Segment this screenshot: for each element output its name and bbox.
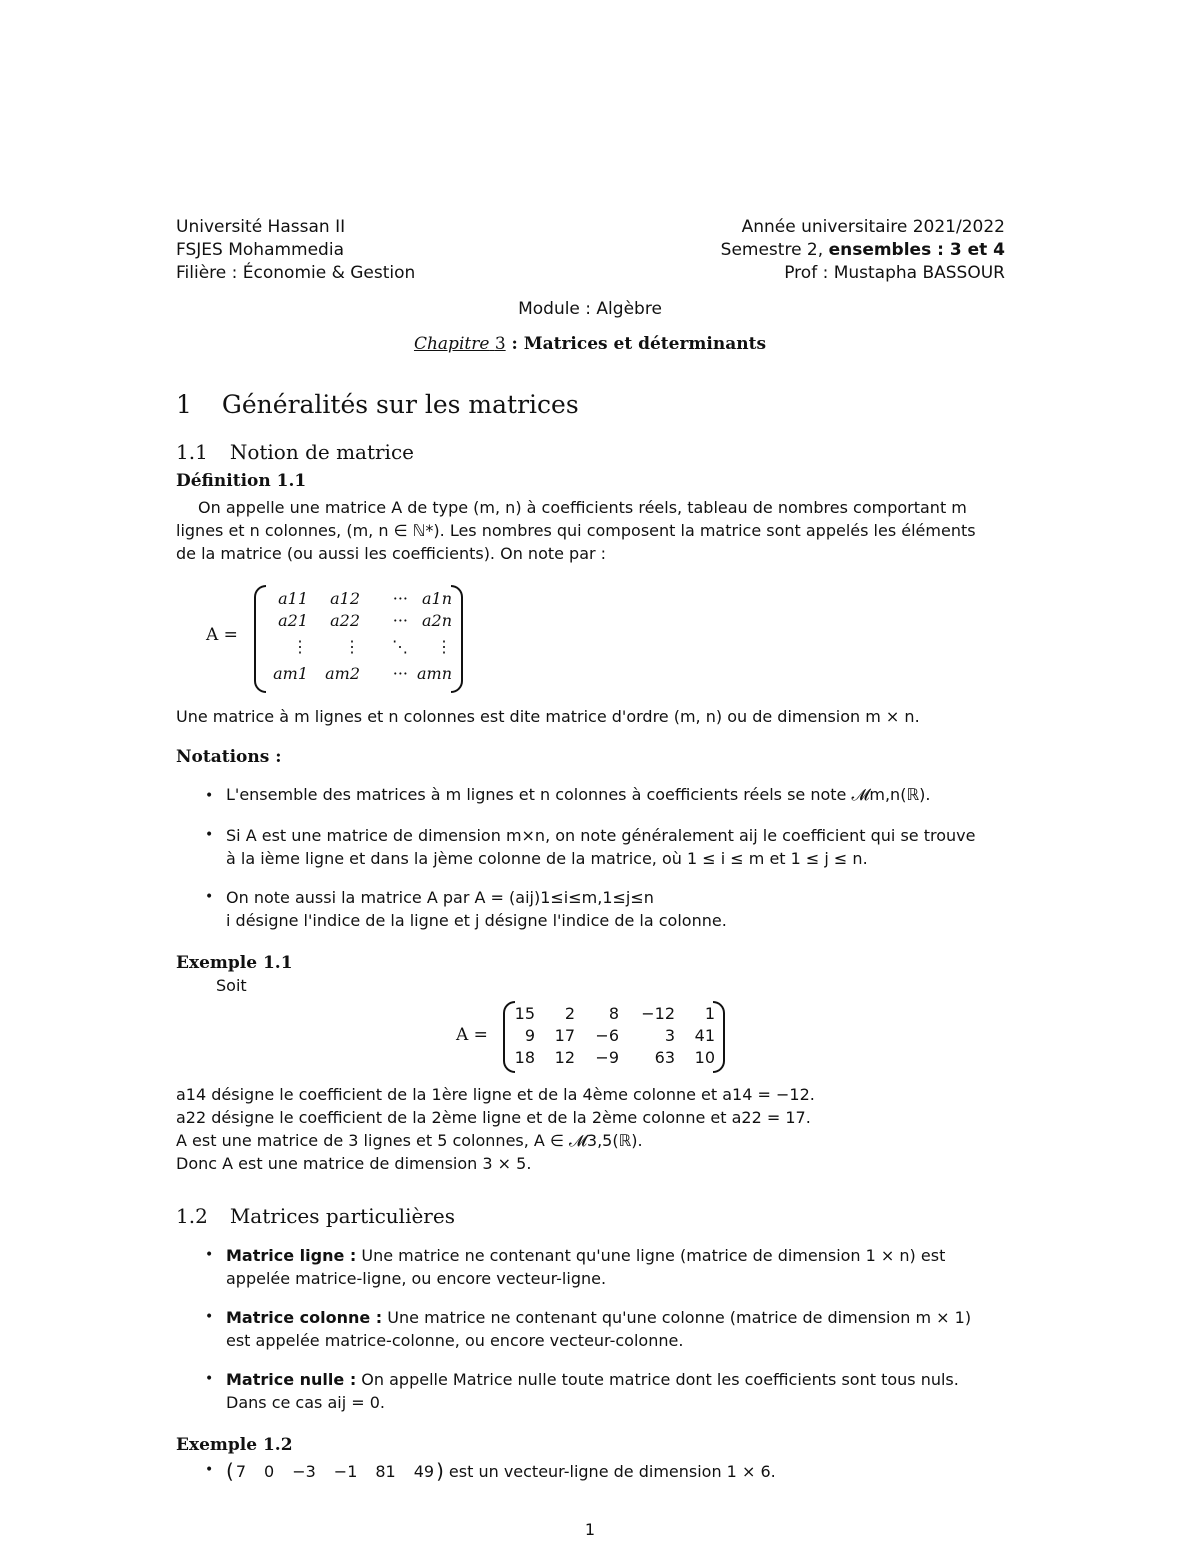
notation-item-1: L'ensemble des matrices à m lignes et n colonnes à coefficients réels se note 𝓜m,n(ℝ). bbox=[226, 785, 931, 804]
vector-entry: 81 bbox=[375, 1461, 396, 1481]
vector-entry: −1 bbox=[333, 1461, 358, 1481]
notation-item-3: On note aussi la matrice A par A = (aij)1≤i≤m,1≤j≤n i désigne l'indice de la ligne et j désigne l'indice de la colonne. bbox=[226, 888, 727, 930]
program-name: Filière : Économie & Gestion bbox=[176, 263, 416, 283]
matrix-cell: −9 bbox=[595, 1047, 619, 1067]
matrix-cell: a2n bbox=[421, 610, 452, 630]
matrix-cell: 63 bbox=[654, 1047, 675, 1067]
definition-body: On appelle une matrice A de type (m, n) à coefficients réels, tableau de nombres comportant m lignes et n colonnes, (m, n ∈ ℕ*). Les nombres qui composent la matrice sont appelés les éléments de la matrice (ou aussi les coefficients). On note par : bbox=[176, 498, 976, 563]
bullet-marker: • bbox=[205, 1371, 214, 1387]
example-1-intro: Soit bbox=[216, 976, 247, 995]
matrix-cell: ⋮ bbox=[292, 636, 308, 656]
matrix-cell: ··· bbox=[392, 588, 408, 608]
professor-name: Prof : Mustapha BASSOUR bbox=[784, 263, 1005, 283]
matrix-cell: 2 bbox=[564, 1003, 575, 1023]
vector-entry: 49 bbox=[413, 1461, 435, 1481]
bullet-marker: • bbox=[205, 827, 214, 843]
matrix-cell: 1 bbox=[704, 1003, 715, 1023]
general-matrix-lhs: A = bbox=[206, 625, 238, 645]
matrix-cell: a22 bbox=[330, 610, 360, 630]
matrix-null-definition: Matrice nulle : On appelle Matrice nulle toute matrice dont les coefficients sont tous nuls. Dans ce cas aij = 0. bbox=[226, 1370, 959, 1412]
matrix-cell: am1 bbox=[273, 663, 308, 683]
bullet-marker: • bbox=[205, 788, 214, 804]
vector-close-paren: ) bbox=[436, 1459, 444, 1483]
general-matrix bbox=[262, 587, 452, 687]
matrix-cell: ⋮ bbox=[344, 636, 360, 656]
section-1-heading: 1 Généralités sur les matrices bbox=[176, 390, 579, 419]
notation-item-2: Si A est une matrice de dimension m×n, on note généralement aij le coefficient qui se trouve à la ième ligne et dans la jème colonne de la matrice, où 1 ≤ i ≤ m et 1 ≤ j ≤ n. bbox=[226, 826, 976, 868]
bullet-marker: • bbox=[205, 889, 214, 905]
matrix-cell: a21 bbox=[278, 610, 308, 630]
academic-year: Année universitaire 2021/2022 bbox=[741, 217, 1005, 237]
bullet-marker: • bbox=[205, 1462, 214, 1478]
example-matrix bbox=[505, 1002, 715, 1068]
matrix-cell: −6 bbox=[595, 1025, 619, 1045]
matrix-cell: am2 bbox=[325, 663, 360, 683]
bullet-marker: • bbox=[205, 1247, 214, 1263]
header-right bbox=[721, 216, 1005, 285]
header-left bbox=[176, 216, 415, 285]
matrix-row-definition: Matrice ligne : Une matrice ne contenant qu'une ligne (matrice de dimension 1 × n) est appelée matrice-ligne, ou encore vecteur-ligne. bbox=[226, 1246, 946, 1288]
example-2-line: ( 7 0 −3 −1 81 49 ) est un vecteur-ligne de dimension 1 × 6. bbox=[226, 1459, 776, 1483]
vector-entry: 0 bbox=[264, 1461, 275, 1481]
university-name: Université Hassan II bbox=[176, 217, 346, 237]
matrix-cell: 3 bbox=[664, 1025, 675, 1045]
section-1-2-heading: 1.2 Matrices particulières bbox=[176, 1204, 455, 1228]
matrix-cell: 17 bbox=[554, 1025, 575, 1045]
matrix-cell: 9 bbox=[524, 1025, 535, 1045]
vector-entry: 7 bbox=[235, 1461, 246, 1481]
matrix-cell: ··· bbox=[392, 663, 408, 683]
matrix-cell: amn bbox=[416, 663, 452, 683]
matrix-cell: ··· bbox=[392, 610, 408, 630]
faculty-name: FSJES Mohammedia bbox=[176, 240, 344, 260]
example-1-title: Exemple 1.1 bbox=[176, 953, 293, 973]
matrix-cell: 10 bbox=[694, 1047, 715, 1067]
module-title: Module : Algèbre bbox=[518, 299, 662, 319]
page-number: 1 bbox=[584, 1520, 596, 1539]
matrix-cell: 18 bbox=[514, 1047, 535, 1067]
matrix-cell: a11 bbox=[278, 588, 308, 608]
example-matrix-lhs: A = bbox=[456, 1025, 488, 1045]
notations-title: Notations : bbox=[176, 747, 282, 767]
order-sentence: Une matrice à m lignes et n colonnes est dite matrice d'ordre (m, n) ou de dimension m × n. bbox=[176, 707, 920, 726]
matrix-cell: 8 bbox=[608, 1003, 619, 1023]
definition-title: Définition 1.1 bbox=[176, 471, 307, 491]
semester-line: Semestre 2, ensembles : 3 et 4 bbox=[720, 240, 1005, 260]
matrix-cell: ⋱ bbox=[392, 636, 408, 656]
matrix-cell: a1n bbox=[421, 588, 452, 608]
matrix-cell: −12 bbox=[641, 1003, 675, 1023]
example-2-title: Exemple 1.2 bbox=[176, 1435, 293, 1455]
row-vector bbox=[234, 1462, 436, 1481]
matrix-cell: a12 bbox=[330, 588, 360, 608]
matrix-cell: 12 bbox=[554, 1047, 575, 1067]
section-1-1-heading: 1.1 Notion de matrice bbox=[176, 440, 414, 464]
example-1-explanation: a14 désigne le coefficient de la 1ère ligne et de la 4ème colonne et a14 = −12. a22 désigne le coefficient de la 2ème ligne et de la 2ème colonne et a22 = 17. A est une matrice de 3 lignes et 5 colonnes, A ∈ 𝓜3,5(ℝ). Donc A est une matrice de dimension 3 × 5. bbox=[176, 1085, 815, 1173]
vector-entry: −3 bbox=[292, 1461, 316, 1481]
matrix-column-definition: Matrice colonne : Une matrice ne contenant qu'une colonne (matrice de dimension m × 1) est appelée matrice-colonne, ou encore vecteur-colonne. bbox=[226, 1308, 972, 1350]
vector-open-paren: ( bbox=[226, 1459, 234, 1483]
matrix-cell: 15 bbox=[514, 1003, 535, 1023]
right-parenthesis bbox=[451, 585, 463, 693]
matrix-cell: 41 bbox=[694, 1025, 715, 1045]
matrix-cell: ⋮ bbox=[436, 636, 452, 656]
bullet-marker: • bbox=[205, 1309, 214, 1325]
chapter-heading: Chapitre 3 : Matrices et déterminants bbox=[413, 334, 767, 354]
